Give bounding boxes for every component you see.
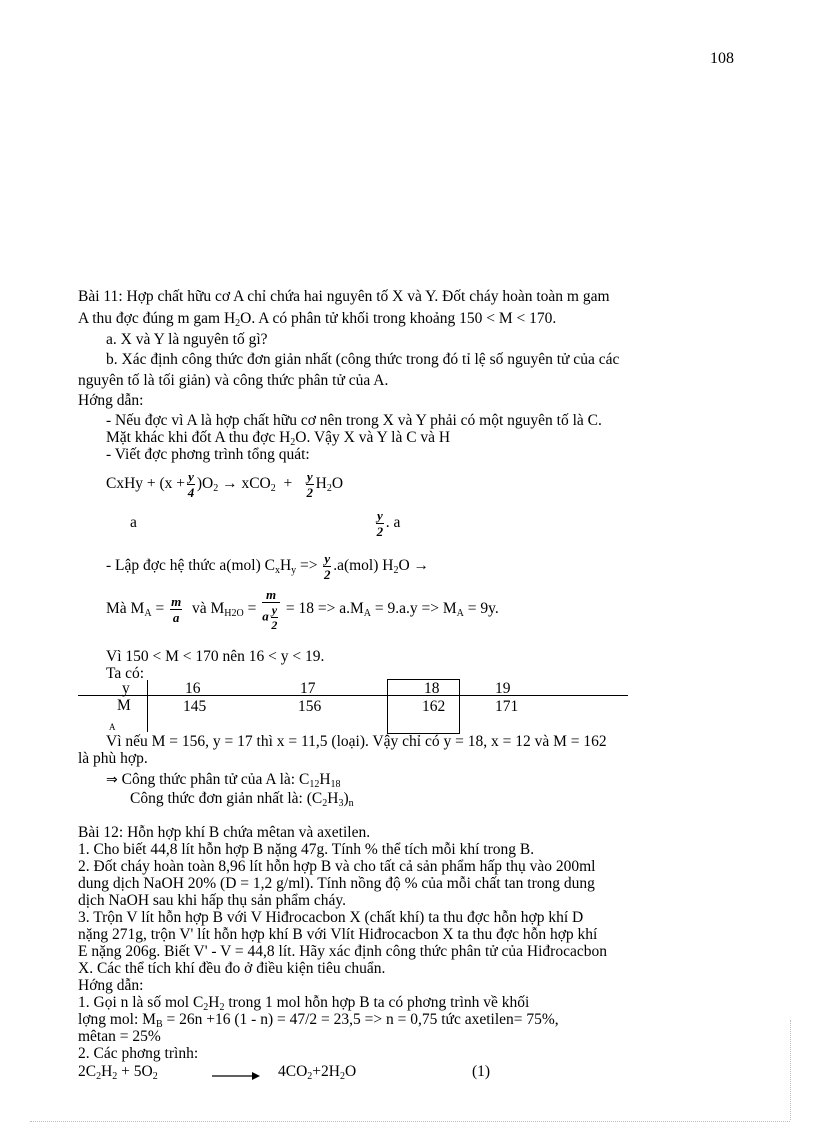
ctpt: ⇒ Công thức phân tử của A là: $C_{12}H_{18}$ bbox=[106, 771, 341, 790]
table-m: 156 bbox=[298, 698, 322, 715]
table-column-divider bbox=[147, 680, 148, 732]
bai12-line5: dịch NaOH sau khi hấp thụ sản phẩm cháy. bbox=[78, 892, 347, 909]
reaction-arrow-icon bbox=[212, 1068, 262, 1082]
lap-he-thuc: - Lập đợc hệ thức a(mol) $C_xH_y$ => $\frac{y}{2}$ .a(mol) $H_2O$ → bbox=[106, 550, 430, 582]
table-header-m: M bbox=[117, 697, 131, 714]
bai11-line2: A thu đợc đúng m gam $H_2O$. A có phân tử khối trong khoảng 150 < M < 170. bbox=[78, 310, 557, 329]
table-y: 18 bbox=[424, 680, 440, 697]
phu-hop: là phù hợp. bbox=[78, 750, 148, 767]
reaction-1-left: $2C_2H_2 + 5O_2$ bbox=[78, 1063, 158, 1082]
bai11-question-b2: nguyên tố là tối giản) và công thức phân tử của A. bbox=[78, 372, 389, 389]
bai12-line6: 3. Trộn V lít hỗn hợp B với V Hiđrocacbon X (chất khí) ta thu đợc hỗn hợp khí D bbox=[78, 909, 584, 926]
bai12-line2: 1. Cho biết 44,8 lít hỗn hợp B nặng 47g. Tính % thể tích mỗi khí trong B. bbox=[78, 841, 535, 858]
bai12-line7: nặng 271g, trộn V' lít hỗn hợp khí B với Vlít Hiđrocacbon X ta thu đợc hỗn hợp khí bbox=[78, 926, 598, 943]
table-y: 19 bbox=[495, 680, 511, 697]
row-a-label: a bbox=[130, 514, 137, 531]
bai11-question-a: a. X và Y là nguyên tố gì? bbox=[106, 331, 268, 348]
bai12-g4: 2. Các phơng trình: bbox=[78, 1045, 199, 1062]
fraction-y-over-2: $\frac{y}{2}$ bbox=[306, 468, 314, 500]
bai12-line9: X. Các thể tích khí đều đo ở điều kiện tiêu chuẩn. bbox=[78, 960, 386, 977]
page-bottom-border bbox=[30, 1121, 790, 1122]
vi-neu: Vì nếu M = 156, y = 17 thì x = 11,5 (loại). Vậy chỉ có y = 18, x = 12 và M = 162 bbox=[106, 733, 607, 750]
table-m: 145 bbox=[183, 698, 207, 715]
table-y: 16 bbox=[185, 680, 201, 697]
bai11-question-b1: b. Xác định công thức đơn giản nhất (công thức trong đó tỉ lệ số nguyên tử của các bbox=[106, 351, 620, 368]
bai12-g3: mêtan = 25% bbox=[78, 1028, 161, 1045]
table-header-a: A bbox=[109, 722, 116, 732]
table-m: 162 bbox=[422, 698, 446, 715]
bai11-huong-dan: Hớng dẫn: bbox=[78, 392, 144, 409]
bai11-hd1: - Nếu đợc vì A là hợp chất hữu cơ nên trong X và Y phải có một nguyên tố là C. bbox=[106, 412, 602, 429]
page-right-border bbox=[790, 1020, 792, 1120]
general-equation: CxHy + (x + $\frac{y}{4}$ )$O_2 \to xCO_2$ + $\frac{y}{2}$ $H_2O$ bbox=[106, 468, 344, 500]
ma-equation: Mà $M_A$ = $\frac{m}{a}$ và $M_{H2O}$ = m a $\frac{y}{2}$ = $18 => a.M_A = 9.a.y => M_A = 9y$. bbox=[106, 587, 499, 632]
bai12-g2: lợng mol: $M_B = 26n +16$ (1 - n) = 47/2 = 23,5 => n = 0,75 tức axetilen= 75%, bbox=[78, 1011, 559, 1030]
bai12-line8: E nặng 206g. Biết V' - V = 44,8 lít. Hãy xác định công thức phân tử của Hiđrocacbon bbox=[78, 943, 607, 960]
bai12-line4: dung dịch NaOH 20% (D = 1,2 g/ml). Tính nồng độ % của mỗi chất tan trong dung bbox=[78, 875, 595, 892]
reaction-1-number: (1) bbox=[472, 1063, 491, 1080]
row-a-y2: $\frac{y}{2}$ . a bbox=[376, 507, 401, 539]
table-header-y: y bbox=[122, 680, 130, 697]
vi-range: Vì 150 < M < 170 nên 16 < y < 19. bbox=[106, 648, 325, 665]
implies-arrow-icon: ⇒ bbox=[106, 772, 118, 788]
bai12-huong-dan: Hớng dẫn: bbox=[78, 977, 144, 994]
table-y: 17 bbox=[300, 680, 316, 697]
table-divider bbox=[78, 695, 628, 696]
bai12-line3: 2. Đốt cháy hoàn toàn 8,96 lít hỗn hợp B và cho tất cả sản phẩm hấp thụ vào 200ml bbox=[78, 858, 596, 875]
bai12-g1: 1. Gọi n là số mol $C_2H_2$ trong 1 mol hỗn hợp B ta có phơng trình về khối bbox=[78, 994, 530, 1013]
page-number: 108 bbox=[710, 50, 734, 67]
table-m: 171 bbox=[495, 698, 519, 715]
bai11-hd3: - Viết đợc phơng trình tổng quát: bbox=[106, 446, 310, 463]
reaction-1-right: $4CO_2+2H_2O$ bbox=[278, 1063, 357, 1082]
bai11-hd2: Mặt khác khi đốt A thu đợc $H_2O$. Vậy X và Y là C và H bbox=[106, 429, 451, 448]
fraction-y-over-4: $\frac{y}{4}$ bbox=[187, 468, 195, 500]
ta-co: Ta có: bbox=[106, 665, 145, 682]
bai11-line1: Bài 11: Hợp chất hữu cơ A chỉ chứa hai nguyên tố X và Y. Đốt cháy hoàn toàn m gam bbox=[78, 288, 610, 305]
bai12-line1: Bài 12: Hỗn hợp khí B chứa mêtan và axetilen. bbox=[78, 824, 371, 841]
ctdg: Công thức đơn giản nhất là: $(C_2H_3)_n$ bbox=[130, 790, 354, 809]
